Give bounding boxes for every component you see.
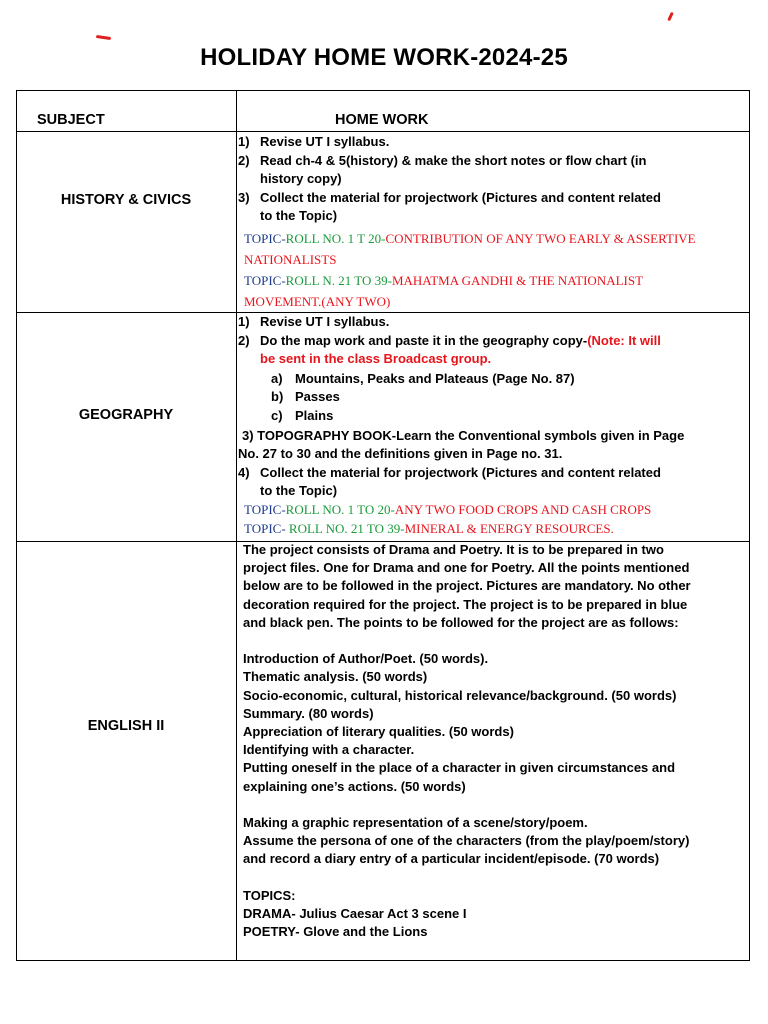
list-item: 3) TOPOGRAPHY BOOK-Learn the Conventional symbols given in Page	[242, 427, 685, 443]
english-homework	[243, 541, 743, 941]
paragraph-line: decoration required for the project. The project is to be prepared in blue	[243, 596, 688, 612]
paragraph-line: project files. One for Drama and one for Poetry. All the points mentioned	[243, 560, 690, 576]
poetry-topic: POETRY- Glove and the Lions	[243, 924, 428, 940]
list-item-continuation: to the Topic)	[260, 208, 338, 224]
topics-label: TOPICS:	[243, 887, 296, 903]
list-item: 1) Revise UT I syllabus.	[238, 134, 390, 149]
list-item-continuation: history copy)	[260, 171, 342, 187]
list-item-continuation: be sent in the class Broadcast group.	[260, 351, 492, 367]
history-topic-2: TOPIC-ROLL N. 21 TO 39-MAHATMA GANDHI & THE NATIONALIST MOVEMENT.(ANY TWO)	[244, 272, 644, 309]
geography-topic-2: TOPIC- ROLL NO. 21 TO 39-MINERAL & ENERGY RESOURCES.	[244, 520, 614, 536]
list-item: 4) Collect the material for projectwork (Pictures and content related	[238, 464, 661, 480]
list-item: Socio-economic, cultural, historical relevance/background. (50 words)	[243, 687, 677, 703]
drama-topic: DRAMA- Julius Caesar Act 3 scene I	[243, 906, 467, 922]
paragraph-line: The project consists of Drama and Poetry. It is to be prepared in two	[243, 542, 664, 557]
list-item: 1) Revise UT I syllabus.	[238, 314, 390, 329]
list-item: and record a diary entry of a particular incident/episode. (70 words)	[243, 851, 660, 867]
geography-homework	[238, 313, 743, 539]
history-homework	[238, 133, 743, 312]
red-ink-mark	[667, 12, 674, 21]
list-item: Appreciation of literary qualities. (50 words)	[243, 724, 514, 740]
row-divider	[16, 131, 750, 132]
list-item: Putting oneself in the place of a character in given circumstances and	[243, 760, 676, 776]
subject-header: SUBJECT	[37, 112, 105, 128]
geography-topic-1: TOPIC-ROLL NO. 1 TO 20-ANY TWO FOOD CROPS AND CASH CROPS	[244, 501, 652, 517]
column-divider	[236, 90, 237, 961]
list-item: Introduction of Author/Poet. (50 words).	[243, 651, 489, 667]
sub-list-item: c) Plains	[271, 407, 334, 423]
subject-history-civics: HISTORY & CIVICS	[60, 192, 192, 208]
page-title: HOLIDAY HOME WORK-2024-25	[200, 44, 568, 71]
list-item: 2) Read ch-4 & 5(history) & make the short notes or flow chart (in	[238, 152, 647, 168]
list-item: Making a graphic representation of a scene/story/poem.	[243, 815, 588, 831]
list-item: Summary. (80 words)	[243, 705, 374, 721]
list-item: Assume the persona of one of the characters (from the play/poem/story)	[243, 833, 690, 849]
list-item: 2) Do the map work and paste it in the geography copy-(Note: It will	[238, 332, 661, 348]
red-ink-mark	[96, 35, 111, 40]
paragraph-line: and black pen. The points to be followed for the project are as follows:	[243, 614, 679, 630]
subject-geography: GEOGRAPHY	[78, 407, 174, 423]
list-item: Thematic analysis. (50 words)	[243, 669, 428, 685]
list-item: 3) Collect the material for projectwork (Pictures and content related	[238, 189, 661, 205]
list-item-continuation: to the Topic)	[260, 483, 338, 499]
sub-list-item: b) Passes	[271, 389, 340, 405]
list-item: Identifying with a character.	[243, 742, 415, 758]
history-topic-1: TOPIC-ROLL NO. 1 T 20-CONTRIBUTION OF ANY TWO EARLY & ASSERTIVE NATIONALISTS	[244, 230, 696, 267]
list-item-continuation: No. 27 to 30 and the definitions given in Page no. 31.	[238, 446, 563, 462]
list-item: explaining one’s actions. (50 words)	[243, 778, 466, 794]
sub-list-item: a) Mountains, Peaks and Plateaus (Page No. 87)	[271, 370, 575, 386]
homework-header: HOME WORK	[335, 112, 429, 128]
subject-english-ii: ENGLISH II	[87, 718, 165, 734]
paragraph-line: below are to be followed in the project. Pictures are mandatory. No other	[243, 578, 691, 594]
